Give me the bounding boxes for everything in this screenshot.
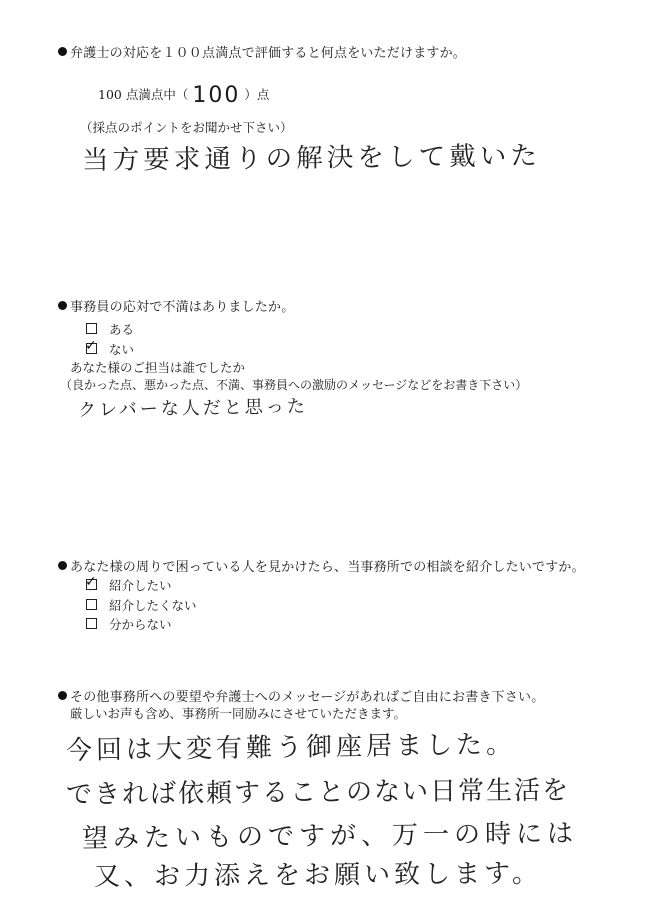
- q1-question: [58, 42, 466, 61]
- q3-question-text: あなた様の周りで困っている人を見かけたら、当事務所での相談を紹介したいですか。: [70, 560, 585, 575]
- q1-points-prompt: （採点のポイントをお聞かせ下さい）: [80, 120, 293, 135]
- q3-option-2[interactable]: [86, 615, 172, 633]
- q2-option-0[interactable]: [86, 320, 134, 338]
- q4-answer-line-2[interactable]: できれば依頼することのない日常生活を: [65, 775, 571, 810]
- q2-question: [58, 296, 294, 315]
- q4-question: [58, 686, 544, 705]
- bullet-icon: [58, 561, 67, 570]
- q1-score-line: [98, 80, 270, 108]
- checkbox-checked-icon[interactable]: [85, 338, 97, 354]
- q2-comment-prompt: （良かった点、悪かった点、不満、事務員への激励のメッセージなどをお書き下さい）: [60, 378, 528, 392]
- check-mark-icon: ✓: [85, 338, 97, 354]
- checkbox-icon[interactable]: [86, 323, 97, 334]
- q4-question-text: その他事務所への要望や弁護士へのメッセージがあればご自由にお書き下さい。: [70, 690, 545, 705]
- q4-subtext: 厳しいお声も含め、事務所一同励みにさせていただきます。: [70, 706, 407, 721]
- q2-option-label: ない: [109, 342, 135, 357]
- bullet-icon: [58, 691, 67, 700]
- check-mark-icon: ✓: [85, 574, 97, 590]
- q2-staff-prompt: あなた様のご担当は誰でしたか: [70, 360, 246, 375]
- q2-question-text: 事務員の応対で不満はありましたか。: [70, 300, 295, 315]
- q3-option-0[interactable]: [86, 576, 172, 594]
- q3-option-label: 紹介したい: [109, 578, 172, 593]
- q2-option-1[interactable]: [86, 340, 134, 358]
- bullet-icon: [58, 301, 67, 310]
- q4-answer-line-4[interactable]: 又、お力添えをお願い致します。: [93, 858, 543, 892]
- checkbox-checked-icon[interactable]: [85, 574, 97, 590]
- q3-question: [58, 556, 585, 575]
- q2-option-label: ある: [109, 322, 135, 337]
- q3-option-label: 分からない: [109, 617, 172, 632]
- q1-points-answer[interactable]: 当方要求通りの解決をして戴いた: [81, 141, 542, 176]
- q3-option-1[interactable]: [86, 596, 197, 614]
- q4-answer-line-1[interactable]: 今回は大変有難う御座居ました。: [65, 729, 517, 766]
- q2-comment-answer[interactable]: クレバーな人だと思った: [77, 395, 308, 421]
- checkbox-icon[interactable]: [86, 618, 97, 629]
- score-suffix: ）点: [244, 87, 270, 102]
- bullet-icon: [58, 47, 67, 56]
- q1-question-text: 弁護士の対応を１００点満点で評価すると何点をいただけますか。: [70, 46, 467, 61]
- checkbox-icon[interactable]: [86, 599, 97, 610]
- q3-option-label: 紹介したくない: [109, 598, 197, 613]
- score-prefix: 100 点満点中（: [98, 87, 189, 102]
- score-value[interactable]: 100: [192, 83, 241, 108]
- q4-answer-line-3[interactable]: 望みたいものですが、万一の時には: [81, 818, 579, 854]
